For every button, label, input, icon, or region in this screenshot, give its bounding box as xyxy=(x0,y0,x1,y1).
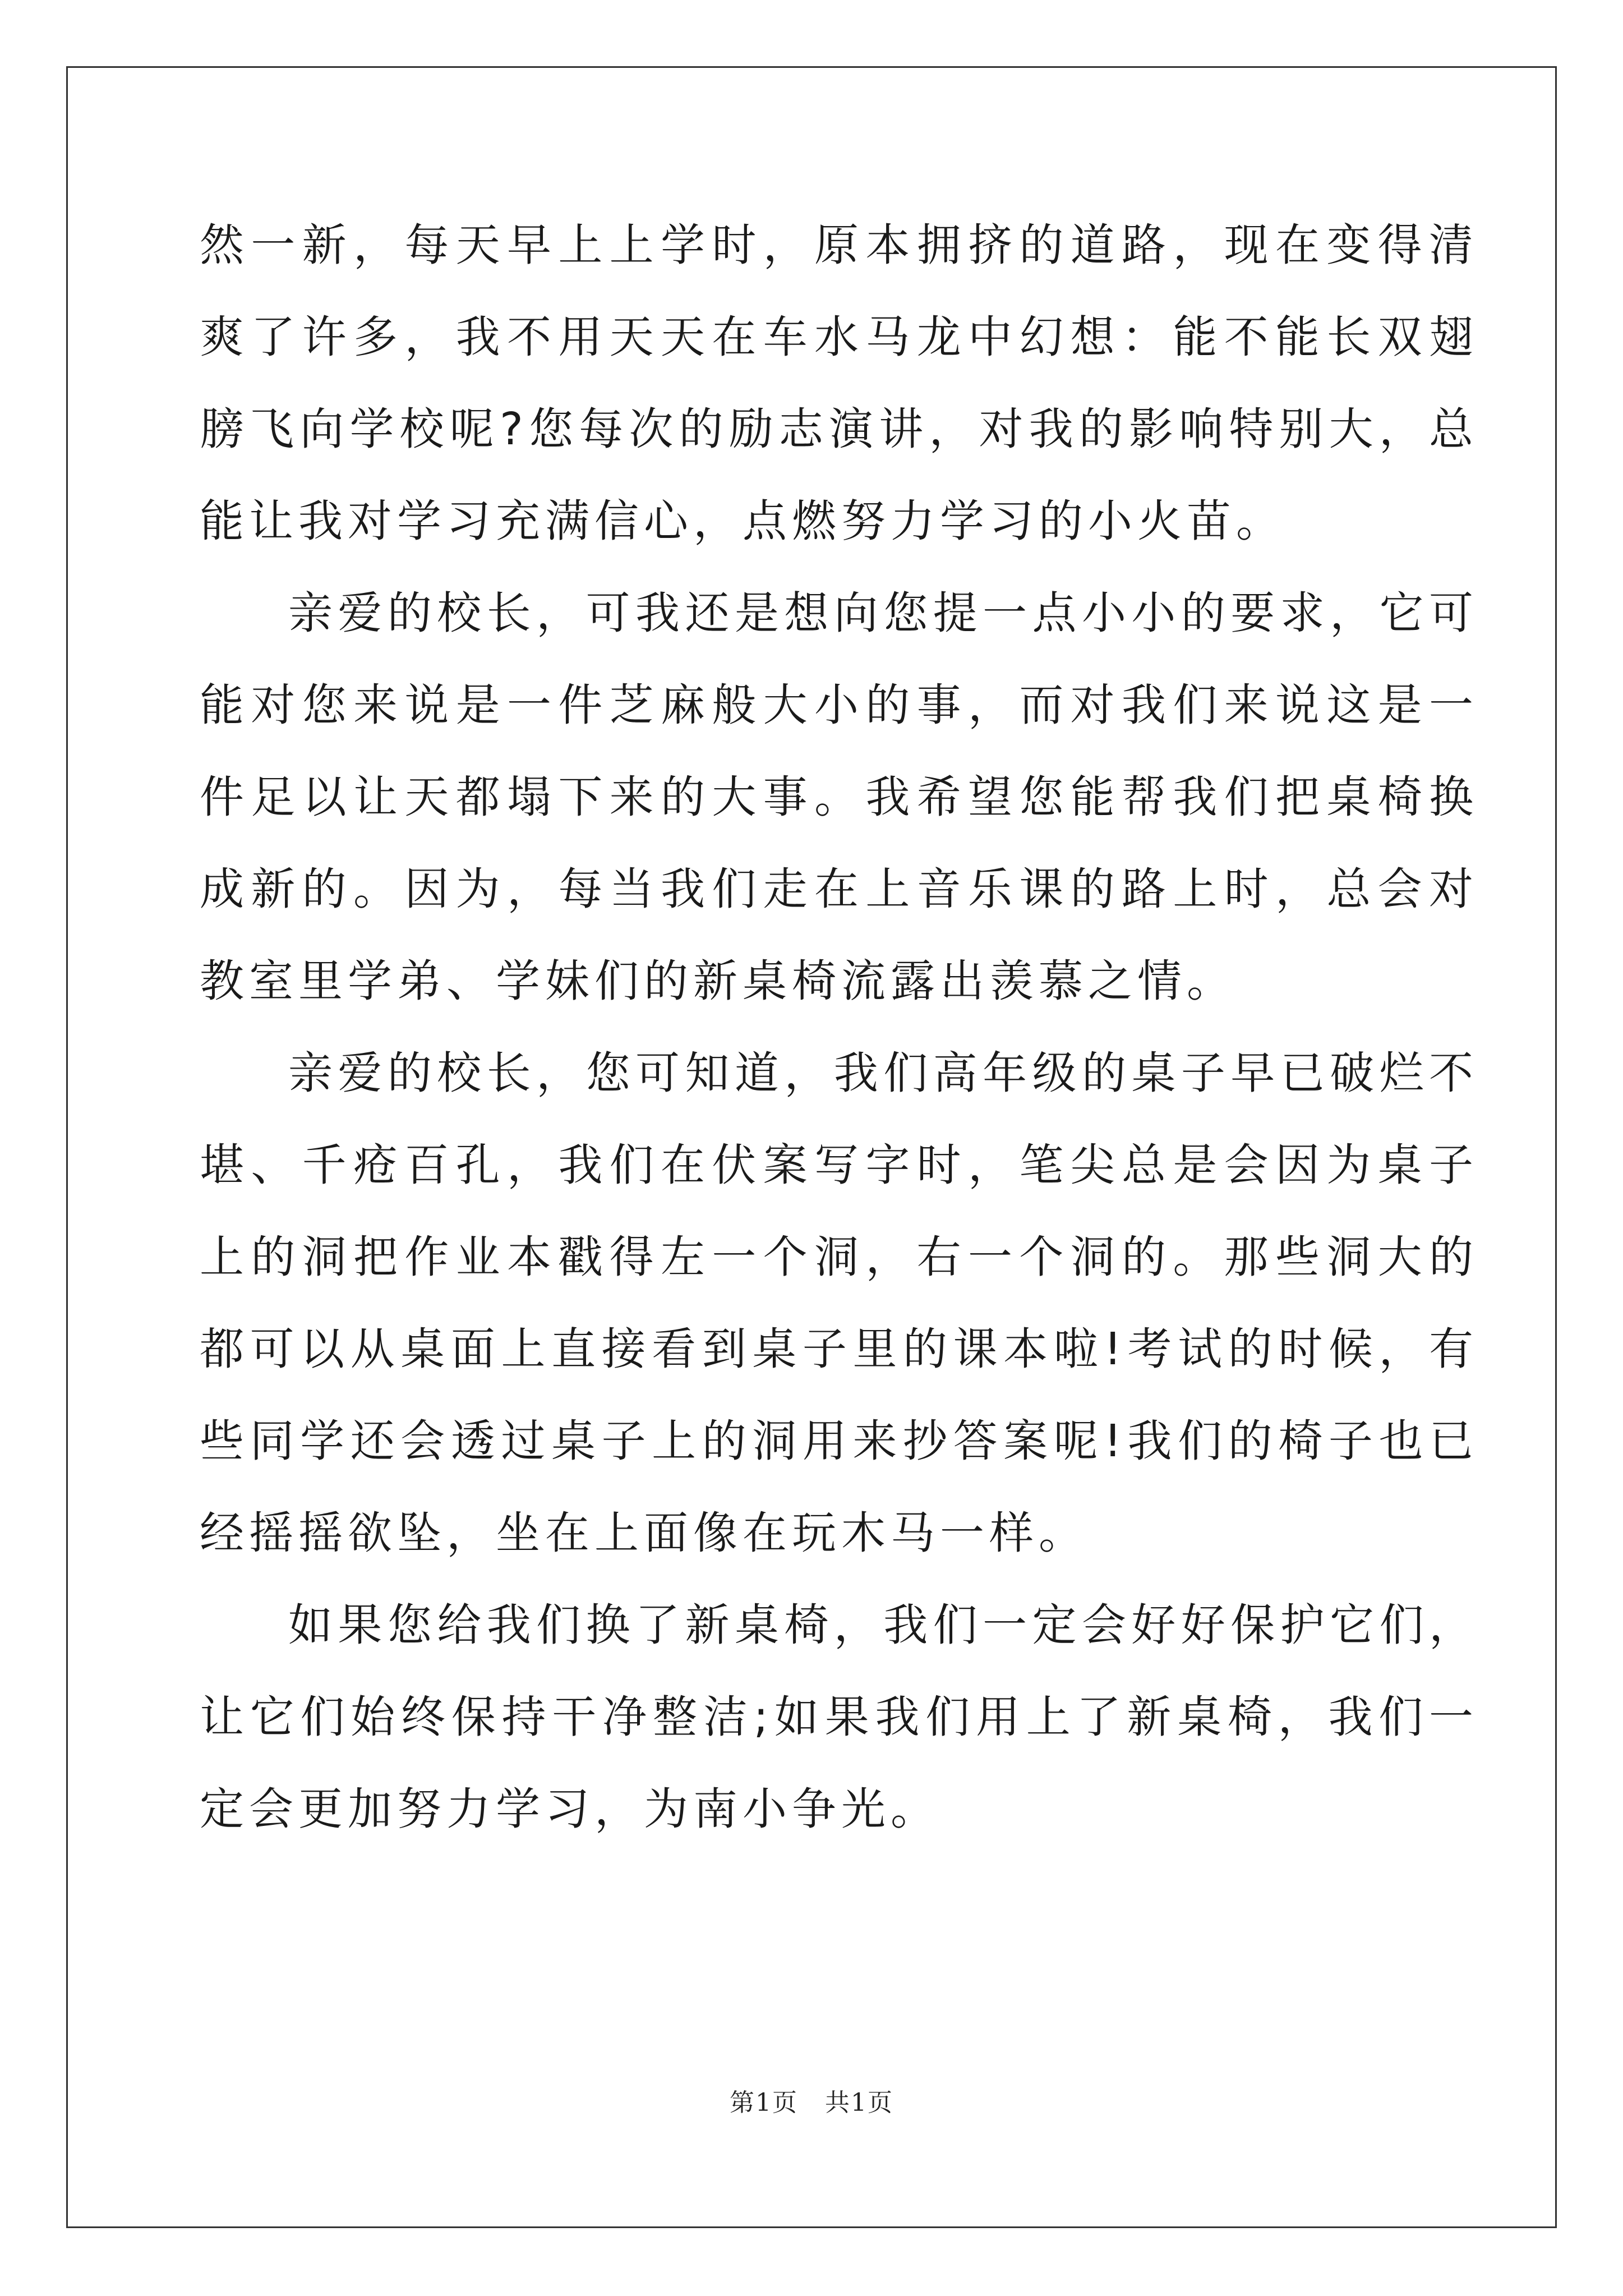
page-footer xyxy=(0,2082,1623,2118)
paragraph-4: 如果您给我们换了新桌椅，我们一定会好好保护它们，让它们始终保持干净整洁;如果我们用上了新桌椅，我们一定会更加努力学习，为南小争光。 xyxy=(200,1599,1478,1835)
page-total: 共1页 xyxy=(824,2088,893,2117)
paragraph-1: 然一新，每天早上上学时，原本拥挤的道路，现在变得清爽了许多，我不用天天在车水马龙中幻想：能不能长双翅膀飞向学校呢?您每次的励志演讲，对我的影响特别大，总能让我对学习充满信心，点燃努力学习的小火苗。 xyxy=(200,219,1478,547)
paragraph-2: 亲爱的校长，可我还是想向您提一点小小的要求，它可能对您来说是一件芝麻般大小的事，而对我们来说这是一件足以让天都塌下来的大事。我希望您能帮我们把桌椅换成新的。因为，每当我们走在上音乐课的路上时，总会对教室里学弟、学妹们的新桌椅流露出羡慕之情。 xyxy=(200,587,1478,1007)
document-body xyxy=(200,199,1478,1855)
page-number: 第1页 xyxy=(730,2088,799,2117)
paragraph-3: 亲爱的校长，您可知道，我们高年级的桌子早已破烂不堪、千疮百孔，我们在伏案写字时，笔尖总是会因为桌子上的洞把作业本戳得左一个洞，右一个洞的。那些洞大的都可以从桌面上直接看到桌子里的课本啦!考试的时候，有些同学还会透过桌子上的洞用来抄答案呢!我们的椅子也已经摇摇欲坠，坐在上面像在玩木马一样。 xyxy=(200,1047,1478,1559)
